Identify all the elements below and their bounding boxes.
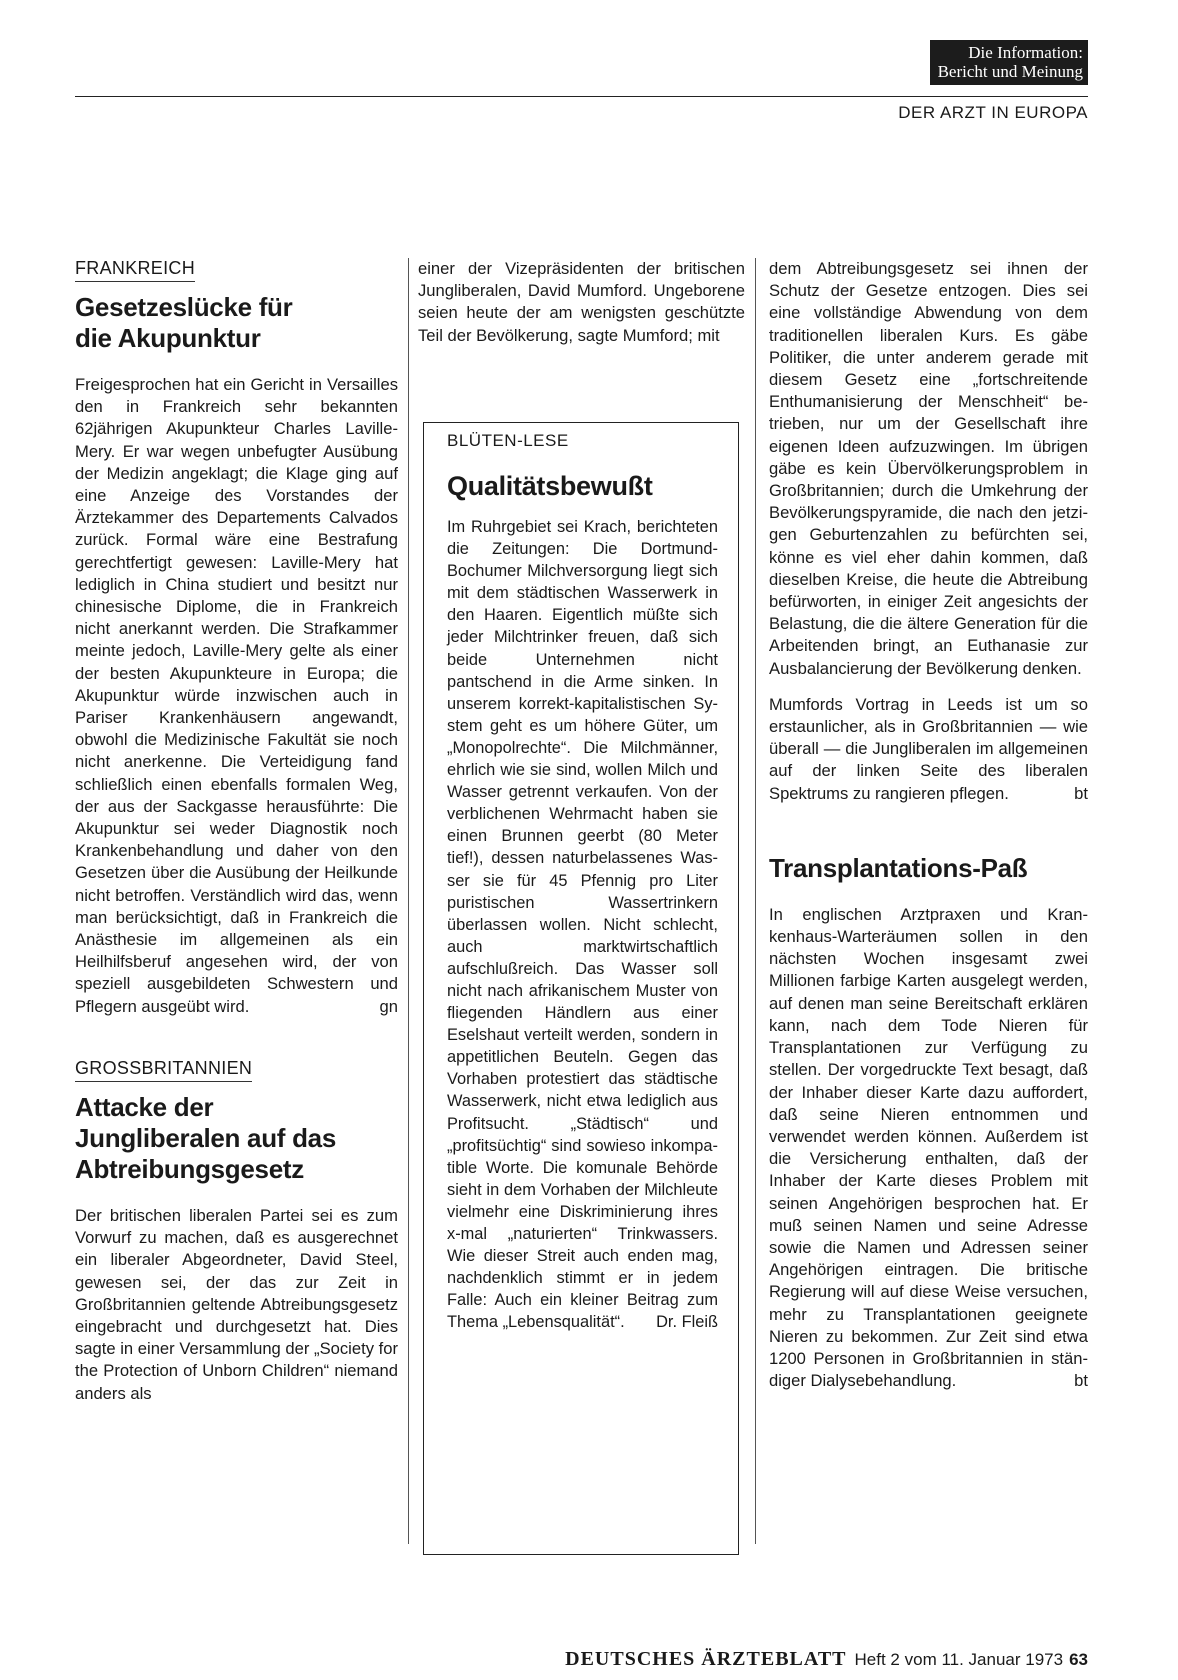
spacer xyxy=(75,1018,398,1058)
section-title: DER ARZT IN EUROPA xyxy=(898,103,1088,122)
column-3 xyxy=(769,258,1088,1392)
kicker-bluetenlese: BLÜTEN-LESE xyxy=(447,431,569,450)
article-body-gb-part2: einer der Vizepräsidenten der britischen Jungliberalen, David Mumford. Ungeborene seien heute der am wenigsten geschützte Teil der Bevölkerung, sagte Mumford; mit xyxy=(418,259,745,345)
headline-transplantation: Transplantations-Paß xyxy=(769,852,1028,883)
rubric-line-1: Die Information: xyxy=(968,43,1083,62)
header-rule xyxy=(75,96,1088,97)
bluetenlese-box xyxy=(423,422,739,1555)
column-1 xyxy=(75,258,398,1405)
column-divider-1 xyxy=(408,258,409,1544)
author-signature: bt xyxy=(1074,1371,1088,1391)
spacer xyxy=(769,805,1088,853)
article-body-frankreich xyxy=(75,374,398,1018)
rubric-box xyxy=(930,40,1088,85)
article-body-gb-part4 xyxy=(769,694,1088,805)
headline-line: Gesetzeslücke für xyxy=(75,292,293,322)
journal-title: DEUTSCHES ÄRZTEBLATT xyxy=(565,1648,847,1670)
body-text: In englischen Arztpraxen und Krankenhaus-Warteräumen sollen in den nächsten Wochen insgesamt zwei Millionen farbige Karten ausgelegt werden, auf denen man seine Bereitschaft erklären kann, nach dem Tode Nieren für Transplantationen zur Verfügung zu stellen. Der vorgedruckte Text besagt, daß der Inhaber dieser Karte dazu auffordert, daß seine Nieren entnommen und verwendet werden können. Außerdem ist die Versicherung enthalten, daß der Inhaber der Karte dieses Problem mit seinen Angehörigen besprochen hat. Er muß seinen Namen und seine Adresse sowie die Namen und Adressen seiner Angehörigen eintragen. Die britische Regierung will auf diese Weise versuchen, mehr zu Transplantationen geeignete Nieren zu bekommen. Zur Zeit sind etwa 1200 Personen in Großbritannien in ständiger Dialysebehandlung. xyxy=(769,904,1088,1391)
headline-akupunktur xyxy=(75,292,398,354)
article-body-transplant xyxy=(769,904,1088,1392)
headline-jungliberale xyxy=(75,1092,398,1185)
box-body xyxy=(447,516,718,1333)
kicker-frankreich: FRANKREICH xyxy=(75,258,195,282)
kicker-grossbritannien: GROSSBRITANNIEN xyxy=(75,1058,252,1082)
author-signature: Dr. Fleiß xyxy=(656,1313,718,1332)
author-signature: gn xyxy=(379,996,398,1016)
body-text: Mumfords Vortrag in Leeds ist um so erstaunlicher, als in Großbritannien — wie überall — die Jungliberalen im allgemeinen auf der linken Seite des liberalen Spektrums zu rangieren pflegen. xyxy=(769,694,1088,803)
headline-line: Abtreibungsgesetz xyxy=(75,1153,304,1184)
page-footer xyxy=(565,1648,1088,1671)
author-signature: bt xyxy=(1074,783,1088,803)
headline-qualitaetsbewusst: Qualitätsbewußt xyxy=(447,471,653,501)
body-text: Im Ruhrgebiet sei Krach, berichteten die Zeitungen: Die Dortmund-Bochumer Milchversorgung liegt sich mit dem städtischen Wasserwerk in den Haaren. Eigentlich müßte sich jeder Milchtrinker freuen, daß sich beide Unternehmen nicht pantschend in die Arme sinken. In unserem korrekt-kapitalistischen System geht es um höhere Güter, um „Monopolrechte“. Die Milchmänner, ehrlich wie sie sind, wollen Milch und Wasser getrennt verkaufen. Von der verblichenen Wehrmacht haben sie einen Brunnen geerbt (80 Meter tief!), dessen naturbelassenes Wasser sie für 45 Pfennig pro Liter puristischen Wassertrinkern überlassen wollen. Nicht schlecht, auch marktwirtschaftlich aufschlußreich. Das Wasser soll nicht nach afrikanischem Muster von fliegenden Händlern aus einer Eselshaut verteilt werden, sondern in appetitlichen Beuteln. Gegen das Vorhaben protestiert das städtische Wasserwerk, nicht etwa lediglich aus Profitsucht. „Städtisch“ und „profitsüchtig“ sind sowieso inkompatible Worte. Die komunale Behörde sieht in dem Vorhaben der Milchleute vielmehr eine Diskriminierung ihres x-mal „naturierten“ Trinkwassers. Wie dieser Streit auch enden mag, nachdenklich stimmt er in jedem Falle: Auch ein kleiner Beitrag zum Thema „Lebensqualität“. xyxy=(447,518,718,1332)
headline-line: Attacke der xyxy=(75,1091,214,1122)
page-number: 63 xyxy=(1069,1650,1088,1669)
article-body-gb-part3: dem Abtreibungsgesetz sei ihnen der Schutz der Gesetze entzogen. Dies sei eine vollständige Abwendung von dem traditionellen liberalen Kurs. Es gäbe Politiker, die unter anderem gerade mit diesem Gesetz eine „fortschreitende Enthumanisierung der Menschheit“ betrieben, nur um der Gesellschaft ihre eigenen Ideen aufzuzwingen. Im übrigen gäbe es kein Übervölkerungsproblem in Großbritannien; durch die Umkehrung der Bevölkerungspyramide, die nach den jetzigen Geburtenzahlen zu befürchten sei, könne es viel eher dahin kommen, daß dieselben Kreise, die heute die Abtreibung befürworten, in einiger Zeit angesichts der Belastung, die die ältere Generation für die Arbeitenden bringt, an Euthanasie zur Ausbalancierung der Bevölkerung denken. xyxy=(769,259,1088,678)
column-2 xyxy=(418,258,745,347)
headline-line: Jungliberalen auf das xyxy=(75,1122,336,1153)
issue-info: Heft 2 vom 11. Januar 1973 xyxy=(854,1650,1064,1669)
headline-line: die Akupunktur xyxy=(75,323,261,353)
column-divider-2 xyxy=(755,258,756,1544)
body-text: Freigesprochen hat ein Gericht in Versailles den in Frankreich sehr bekannten 62jährigen Akupunkteur Charles Laville-Mery. Er war wegen unbefugter Ausübung der Medizin angeklagt; die Klage ging auf eine Anzeige des Vorstandes der Ärztekammer des Departements Calvados zurück. Formal wäre eine Bestrafung gerechtfertigt gewesen: Laville-Mery hat lediglich in China studiert und besitzt nur chinesische Diplome, die in Frankreich nicht anerkannt werden. Die Strafkammer meinte jedoch, Laville-Mery gelte als einer der besten Akupunkteure in Europa; die Akupunktur würde inzwischen auch in Pariser Krankenhäusern angewandt, obwohl die Medizinische Fakultät sie noch nicht anerkenne. Die Verteidigung fand schließlich einen ebenfalls formalen Weg, der aus der Sackgasse herausführte: Die Akupunktur sei weder Diagnostik noch Krankenbehandlung und daher von den Gesetzen über die Ausübung der Heilkunde nicht betroffen. Verständlich wird das, wenn man berücksichtigt, daß in Frankreich die Anästhesie im allgemeinen als ein Heilhilfsberuf angesehen wird, der von speziell ausgebildeten Schwestern und Pflegern ausgeübt wird. xyxy=(75,375,398,1016)
article-body-gb-part1: Der britischen liberalen Partei sei es zum Vorwurf zu machen, daß es ausgerechnet ein liberaler Abgeordneter, David Steel, gewesen sei, der das zur Zeit in Großbritannien geltende Abtreibungsgesetz eingebracht und durchgesetzt hat. Dies sagte in einer Versammlung der „Society for the Protection of Unborn Children“ niemand anders als xyxy=(75,1205,398,1403)
rubric-line-2: Bericht und Meinung xyxy=(937,62,1083,81)
